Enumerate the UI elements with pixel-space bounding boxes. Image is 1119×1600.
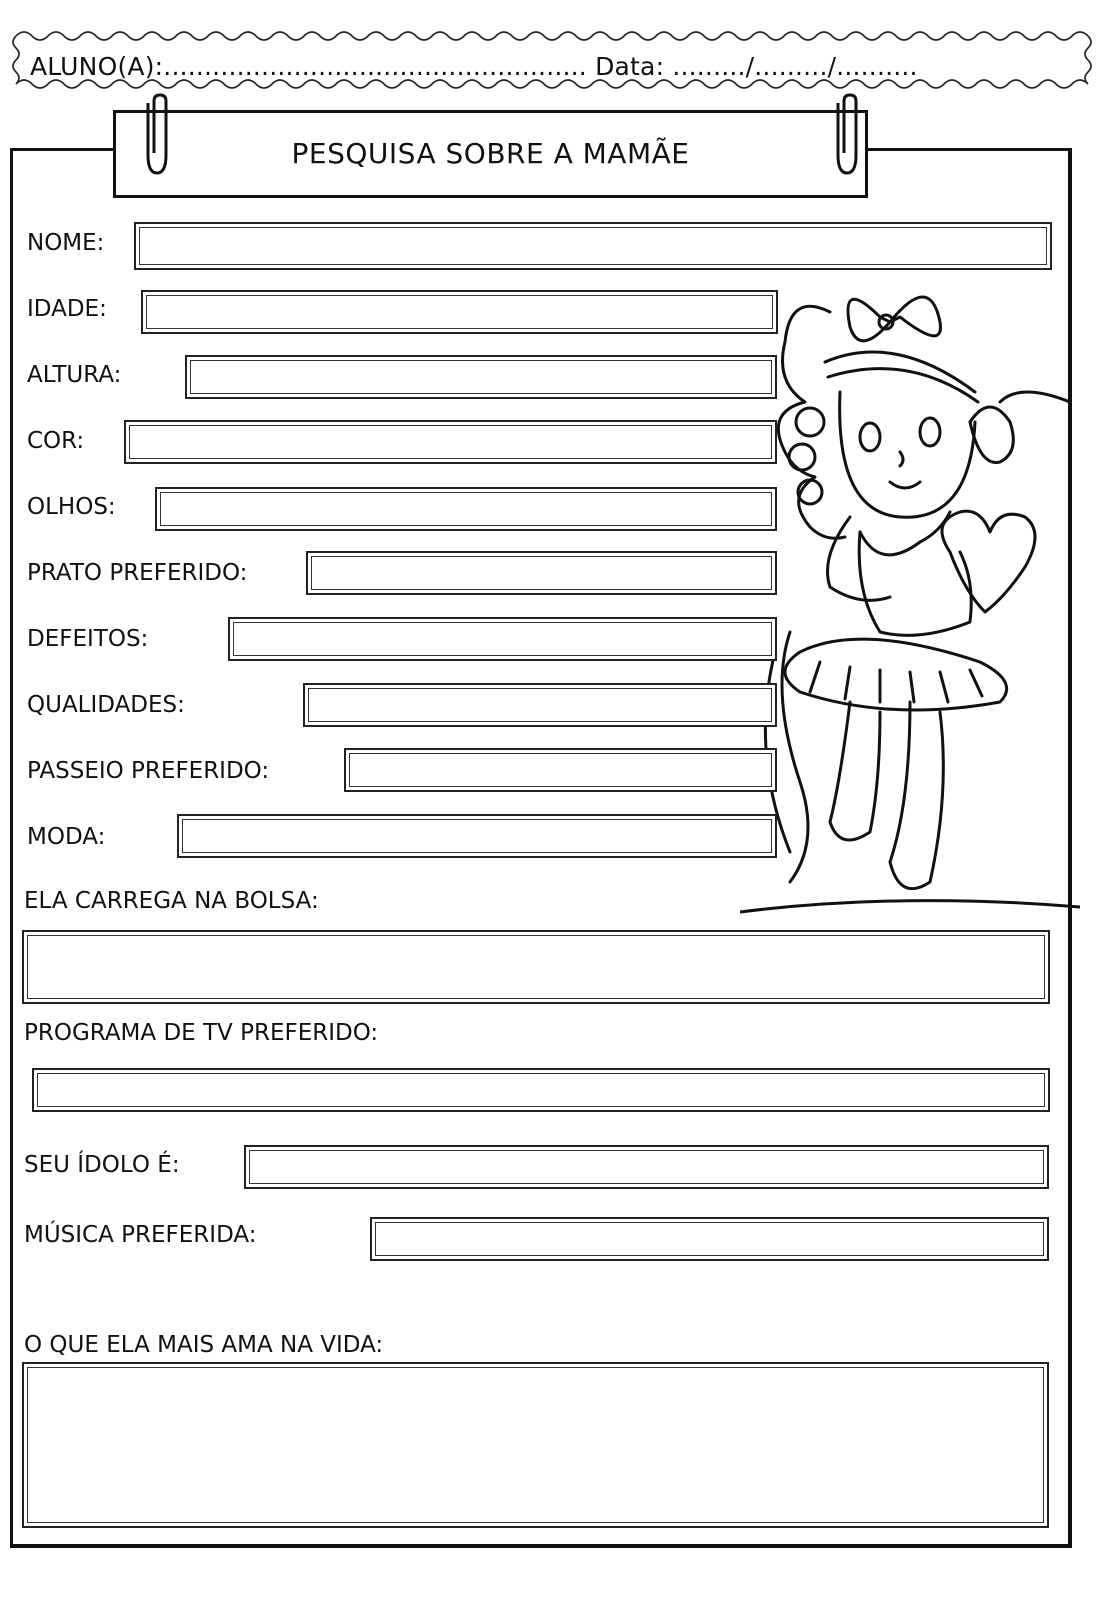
- nome-field[interactable]: [134, 222, 1052, 270]
- altura-field[interactable]: [185, 355, 777, 399]
- label-nome: NOME:: [27, 230, 105, 256]
- label-idade: IDADE:: [27, 296, 107, 322]
- qualidades-field[interactable]: [303, 683, 777, 727]
- olhos-field[interactable]: [155, 487, 777, 531]
- paper-clip-icon: [140, 93, 174, 183]
- label-ela-carrega-na-bolsa: ELA CARREGA NA BOLSA:: [24, 888, 319, 914]
- label-olhos: OLHOS:: [27, 494, 116, 520]
- musica-preferida-field[interactable]: [370, 1217, 1049, 1261]
- label-o-que-ela-mais-ama: O QUE ELA MAIS AMA NA VIDA:: [24, 1332, 384, 1358]
- page-title: PESQUISA SOBRE A MAMÃE: [291, 137, 690, 170]
- label-seu-idolo: SEU ÍDOLO É:: [24, 1152, 180, 1178]
- programa-de-tv-preferido-field[interactable]: [32, 1068, 1050, 1112]
- o-que-ela-mais-ama-field[interactable]: [22, 1362, 1049, 1528]
- label-qualidades: QUALIDADES:: [27, 692, 185, 718]
- title-box: [113, 110, 868, 198]
- label-prato-preferido: PRATO PREFERIDO:: [27, 560, 248, 586]
- defeitos-field[interactable]: [228, 617, 777, 661]
- student-date-line[interactable]: ALUNO(A):.................................................... Data: ........./........./..........: [30, 52, 918, 81]
- idade-field[interactable]: [141, 290, 778, 334]
- paper-clip-icon: [830, 93, 864, 183]
- moda-field[interactable]: [177, 814, 777, 858]
- label-passeio-preferido: PASSEIO PREFERIDO:: [27, 758, 270, 784]
- label-moda: MODA:: [27, 824, 106, 850]
- label-musica-preferida: MÚSICA PREFERIDA:: [24, 1222, 257, 1248]
- label-programa-de-tv-preferido: PROGRAMA DE TV PREFERIDO:: [24, 1020, 379, 1046]
- label-cor: COR:: [27, 428, 85, 454]
- label-altura: ALTURA:: [27, 362, 122, 388]
- seu-idolo-field[interactable]: [244, 1145, 1049, 1189]
- ballerina-illustration: [740, 272, 1080, 932]
- prato-preferido-field[interactable]: [306, 551, 777, 595]
- cor-field[interactable]: [124, 420, 777, 464]
- label-defeitos: DEFEITOS:: [27, 626, 149, 652]
- passeio-preferido-field[interactable]: [344, 748, 777, 792]
- ela-carrega-na-bolsa-field[interactable]: [22, 930, 1050, 1004]
